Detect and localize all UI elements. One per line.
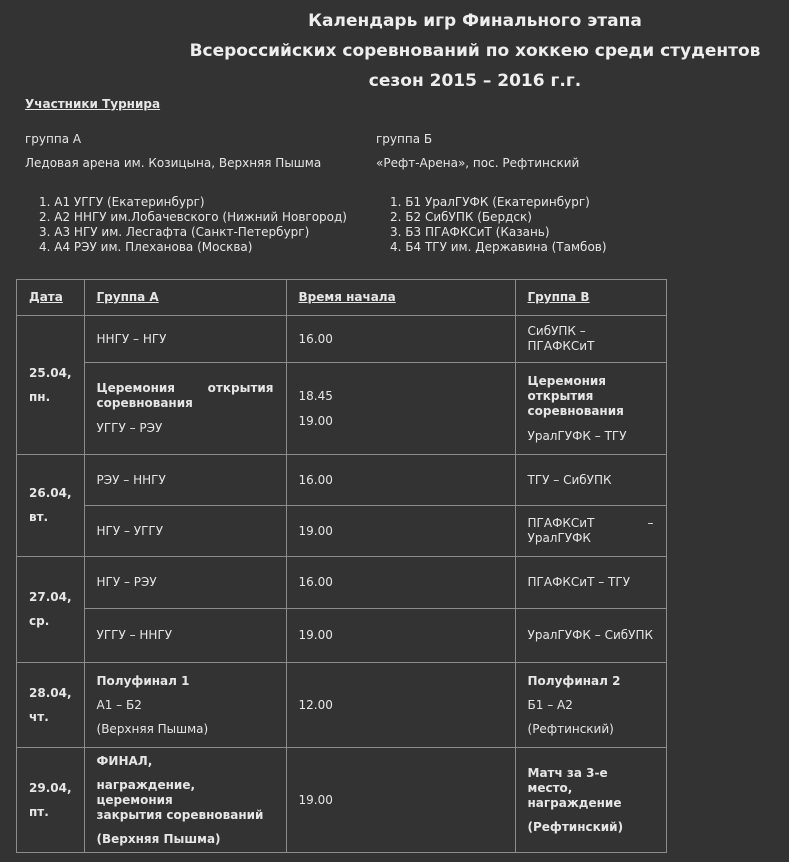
date-value: 25.04, xyxy=(29,365,72,380)
venue-label: (Верхняя Пышма) xyxy=(96,721,209,736)
group-a-cell: ННГУ – НГУ xyxy=(84,316,286,363)
semifinal-title: Полуфинал 1 xyxy=(96,673,190,688)
third-place-line: награждение xyxy=(527,795,622,810)
final-line: награждение, церемония xyxy=(96,777,196,807)
title-line-3: сезон 2015 – 2016 г.г. xyxy=(368,71,582,91)
header-group-a[interactable]: Группа А xyxy=(84,280,286,316)
ceremony-label: открытия xyxy=(527,388,594,403)
team-list-item: 4. Б4 ТГУ им. Державина (Тамбов) xyxy=(390,240,607,254)
schedule-table xyxy=(16,279,667,853)
date-value: 27.04, xyxy=(29,590,72,604)
team-list-item: 4. А4 РЭУ им. Плеханова (Москва) xyxy=(39,240,253,254)
time-value: 18.45 xyxy=(298,388,333,403)
group-b-cell xyxy=(515,363,666,455)
weekday-value: чт. xyxy=(29,709,49,724)
group-b-name: группа Б xyxy=(376,132,433,146)
group-b-cell xyxy=(515,663,666,748)
ceremony-label: Церемония xyxy=(527,373,606,388)
group-a-cell: РЭУ – ННГУ xyxy=(84,455,286,506)
ceremony-word: открытия xyxy=(207,381,274,395)
date-cell xyxy=(17,663,85,748)
game-label: Б1 – А2 xyxy=(527,697,573,712)
weekday-value: ср. xyxy=(29,614,50,628)
group-a-team-list xyxy=(39,195,347,255)
participants-heading[interactable]: Участники Турнира xyxy=(25,97,161,111)
time-cell: 16.00 xyxy=(286,455,515,506)
time-cell: 12.00 xyxy=(286,663,515,748)
table-row xyxy=(17,609,667,663)
weekday-value: вт. xyxy=(29,510,49,524)
team-list-item: 3. Б3 ПГАФКСиТ (Казань) xyxy=(390,225,550,239)
final-line: закрытия соревнований xyxy=(96,807,264,822)
group-a-cell: НГУ – УГГУ xyxy=(84,506,286,557)
title-line-2: Всероссийских соревнований по хоккею среди студентов xyxy=(189,41,761,61)
header-start-time[interactable]: Время начала xyxy=(286,280,515,316)
weekday-value: пн. xyxy=(29,389,51,404)
date-cell xyxy=(17,748,85,853)
date-value: 29.04, xyxy=(29,780,72,795)
venue-label: (Рефтинский) xyxy=(527,819,624,834)
group-b-cell xyxy=(515,506,666,557)
team-name: УралГУФК xyxy=(527,531,591,545)
final-title: ФИНАЛ, xyxy=(96,753,153,768)
group-b-cell: ТГУ – СибУПК xyxy=(515,455,666,506)
group-b-venue: «Рефт-Арена», пос. Рефтинский xyxy=(376,156,580,170)
semifinal-title: Полуфинал 2 xyxy=(527,673,621,688)
group-a-venue: Ледовая арена им. Козицына, Верхняя Пышма xyxy=(25,156,322,170)
team-list-item: 3. А3 НГУ им. Лесгафта (Санкт-Петербург) xyxy=(39,225,310,239)
team-list-item: 1. А1 УГГУ (Екатеринбург) xyxy=(39,195,205,209)
group-a-cell xyxy=(84,363,286,455)
third-place-title: Матч за 3-е место, xyxy=(527,765,608,795)
table-row xyxy=(17,316,667,363)
ceremony-label xyxy=(97,381,274,396)
time-cell: 16.00 xyxy=(286,316,515,363)
ceremony-label: соревнования xyxy=(527,403,624,418)
time-cell: 19.00 xyxy=(286,748,515,853)
group-a-cell xyxy=(84,748,286,853)
table-header-row xyxy=(17,280,667,316)
date-cell xyxy=(17,557,85,663)
team-list-item: 2. Б2 СибУПК (Бердск) xyxy=(390,210,532,224)
time-cell: 19.00 xyxy=(286,609,515,663)
table-row xyxy=(17,663,667,748)
table-row xyxy=(17,506,667,557)
group-b-cell xyxy=(515,748,666,853)
group-a-cell: НГУ – РЭУ xyxy=(84,557,286,609)
group-b-team-list xyxy=(390,195,607,255)
table-row xyxy=(17,748,667,853)
date-cell xyxy=(17,316,85,455)
dash: – xyxy=(647,516,654,530)
ceremony-word: Церемония xyxy=(96,381,175,395)
weekday-value: пт. xyxy=(29,804,49,819)
group-a-cell: УГГУ – ННГУ xyxy=(84,609,286,663)
team-list-item: 2. А2 ННГУ им.Лобачевского (Нижний Новгород) xyxy=(39,210,347,224)
time-cell xyxy=(286,363,515,455)
date-value: 26.04, xyxy=(29,486,72,500)
table-row xyxy=(17,455,667,506)
team-list-item: 1. Б1 УралГУФК (Екатеринбург) xyxy=(390,195,590,209)
team-name: ПГАФКСиТ xyxy=(527,516,595,530)
game-label-line xyxy=(528,516,654,531)
game-label: А1 – Б2 xyxy=(96,697,142,712)
date-value: 28.04, xyxy=(29,685,72,700)
time-value: 19.00 xyxy=(298,413,333,428)
header-date[interactable]: Дата xyxy=(17,280,85,316)
table-row xyxy=(17,363,667,455)
venue-label: (Рефтинский) xyxy=(527,721,614,736)
venue-label: (Верхняя Пышма) xyxy=(96,831,221,846)
group-a-name: группа А xyxy=(25,132,82,146)
time-cell: 19.00 xyxy=(286,506,515,557)
group-a-cell xyxy=(84,663,286,748)
date-cell xyxy=(17,455,85,557)
page-title xyxy=(120,6,789,96)
table-row xyxy=(17,557,667,609)
header-group-b[interactable]: Группа В xyxy=(515,280,666,316)
ceremony-label-rest: соревнования xyxy=(96,396,193,410)
group-b-cell: ПГАФКСиТ – ТГУ xyxy=(515,557,666,609)
group-b-cell: СибУПК – ПГАФКСиТ xyxy=(515,316,666,363)
time-cell: 16.00 xyxy=(286,557,515,609)
game-label: УГГУ – РЭУ xyxy=(96,421,163,435)
game-label: УралГУФК – ТГУ xyxy=(527,428,627,443)
title-line-1: Календарь игр Финального этапа xyxy=(308,11,642,31)
group-b-cell: УралГУФК – СибУПК xyxy=(515,609,666,663)
